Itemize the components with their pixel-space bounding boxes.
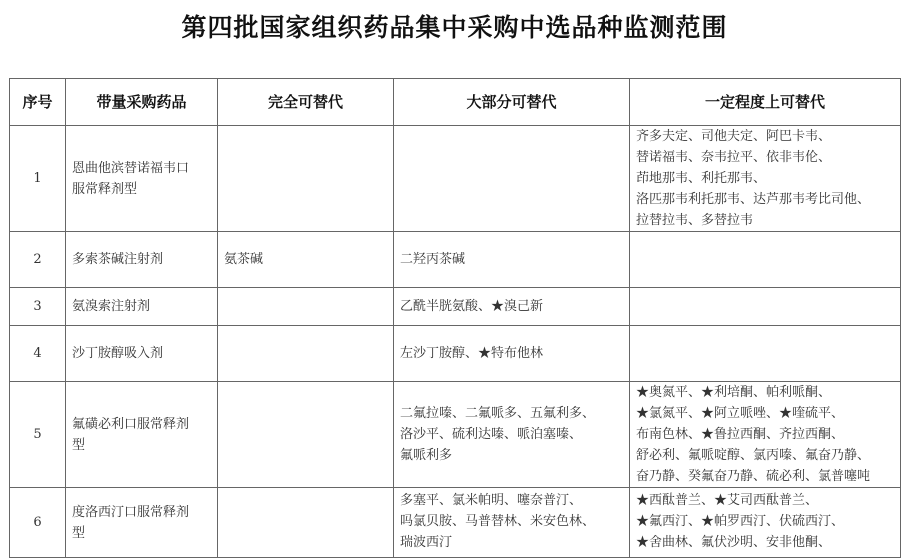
full-substitute-cell <box>218 488 394 558</box>
most-substitute-line: 氟哌利多 <box>400 448 453 463</box>
full-substitute-cell <box>218 232 394 288</box>
most-substitute-line: 二氟拉嗪、二氟哌多、五氟利多、 <box>400 406 596 421</box>
most-substitute-cell <box>394 232 630 288</box>
most-substitute-line: 乙酰半胱氨酸、★溴己新 <box>400 299 544 314</box>
header-partial-substitute: 一定程度上可替代 <box>630 79 901 126</box>
drug-cell <box>66 382 218 488</box>
most-substitute-line: 吗氯贝胺、马普替林、米安色林、 <box>400 514 596 529</box>
drug-cell <box>66 126 218 232</box>
full-substitute-cell <box>218 288 394 326</box>
drug-line: 氟磺必利口服常释剂 <box>72 416 190 432</box>
most-substitute-line: 洛沙平、硫利达嗪、哌泊塞嗪、 <box>400 427 583 442</box>
header-most-substitute: 大部分可替代 <box>394 79 630 126</box>
partial-substitute-line: ★舍曲林、氟伏沙明、安非他酮、 <box>636 535 832 550</box>
full-substitute-cell <box>218 126 394 232</box>
most-substitute-line: 左沙丁胺醇、★特布他林 <box>400 346 544 361</box>
drug-line: 型 <box>72 525 86 541</box>
drug-cell <box>66 288 218 326</box>
most-substitute-line: 瑞波西汀 <box>400 535 453 550</box>
drug-line: 服常释剂型 <box>72 181 138 197</box>
partial-substitute-line: ★奥氮平、★利培酮、帕利哌酮、 <box>636 385 832 400</box>
drug-cell <box>66 232 218 288</box>
partial-substitute-line: ★西酞普兰、★艾司西酞普兰、 <box>636 493 819 508</box>
table-header-row <box>10 79 901 126</box>
partial-substitute-cell <box>630 288 901 326</box>
partial-substitute-line: 齐多夫定、司他夫定、阿巴卡韦、 <box>636 129 832 144</box>
most-substitute-cell <box>394 288 630 326</box>
partial-substitute-cell <box>630 382 901 488</box>
full-substitute-cell <box>218 326 394 382</box>
table-row <box>10 232 901 288</box>
partial-substitute-line: ★氟西汀、★帕罗西汀、伏硫西汀、 <box>636 514 845 529</box>
partial-substitute-line: 茚地那韦、利托那韦、 <box>636 171 767 186</box>
most-substitute-cell <box>394 382 630 488</box>
header-full-substitute: 完全可替代 <box>218 79 394 126</box>
table-row <box>10 288 901 326</box>
drug-cell <box>66 326 218 382</box>
partial-substitute-line: 舒必利、氟哌啶醇、氯丙嗪、氟奋乃静、 <box>636 448 871 463</box>
most-substitute-cell <box>394 126 630 232</box>
drug-cell <box>66 488 218 558</box>
full-substitute-cell <box>218 382 394 488</box>
drug-line: 恩曲他滨替诺福韦口 <box>72 160 190 176</box>
partial-substitute-line: 奋乃静、癸氟奋乃静、硫必利、氯普噻吨 <box>636 469 871 484</box>
drug-line: 沙丁胺醇吸入剂 <box>72 346 164 361</box>
partial-substitute-line: 拉替拉韦、多替拉韦 <box>636 213 754 228</box>
header-index: 序号 <box>10 79 66 126</box>
table-row <box>10 326 901 382</box>
most-substitute-cell <box>394 326 630 382</box>
index-cell: 1 <box>10 126 66 232</box>
partial-substitute-line: 洛匹那韦利托那韦、达芦那韦考比司他、 <box>636 192 871 207</box>
header-drug: 带量采购药品 <box>66 79 218 126</box>
partial-substitute-cell <box>630 126 901 232</box>
table-row <box>10 488 901 558</box>
partial-substitute-cell <box>630 488 901 558</box>
partial-substitute-cell <box>630 326 901 382</box>
table-row <box>10 382 901 488</box>
table-body <box>10 126 901 558</box>
drug-line: 度洛西汀口服常释剂 <box>72 504 190 520</box>
drug-line: 型 <box>72 437 86 453</box>
partial-substitute-line: 布南色林、★鲁拉西酮、齐拉西酮、 <box>636 427 845 442</box>
most-substitute-line: 多塞平、氯米帕明、噻奈普汀、 <box>400 493 583 508</box>
most-substitute-cell <box>394 488 630 558</box>
drug-line: 多索茶碱注射剂 <box>72 252 164 267</box>
partial-substitute-cell <box>630 232 901 288</box>
index-cell: 5 <box>10 382 66 488</box>
drug-line: 氨溴索注射剂 <box>72 299 151 314</box>
monitoring-scope-table <box>9 78 901 558</box>
index-cell: 2 <box>10 232 66 288</box>
partial-substitute-line: ★氯氮平、★阿立哌唑、★喹硫平、 <box>636 406 845 421</box>
index-cell: 3 <box>10 288 66 326</box>
full-substitute-line: 氨茶碱 <box>224 252 264 267</box>
index-cell: 6 <box>10 488 66 558</box>
page-title: 第四批国家组织药品集中采购中选品种监测范围 <box>181 13 728 42</box>
most-substitute-line: 二羟丙茶碱 <box>400 252 466 267</box>
table-row <box>10 126 901 232</box>
partial-substitute-line: 替诺福韦、奈韦拉平、依非韦伦、 <box>636 150 832 165</box>
index-cell: 4 <box>10 326 66 382</box>
